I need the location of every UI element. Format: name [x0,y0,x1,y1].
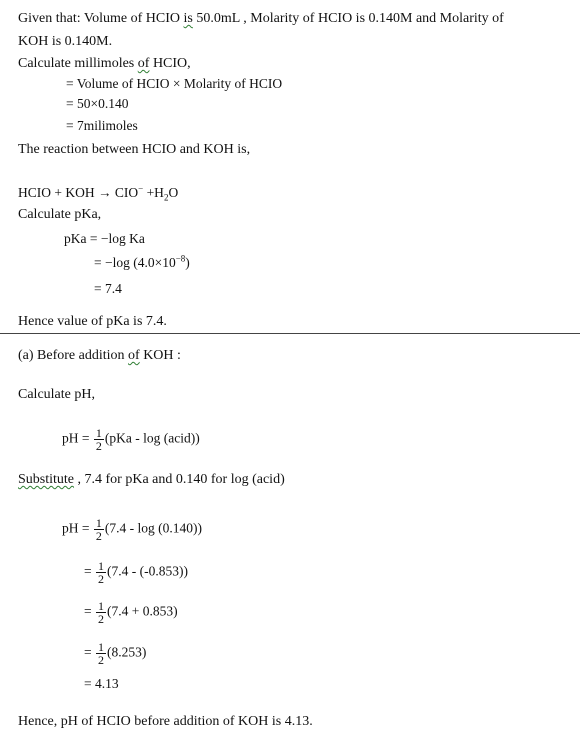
ph-step-2-lhs: = [84,563,92,579]
given-line-2: KOH is 0.140M. [18,34,113,49]
ph-step-4 [84,641,146,666]
ph-step-2 [84,560,188,585]
half-numerator: 1 [98,640,104,654]
substitute-rest: , 7.4 for pKa and 0.140 for log (acid) [74,472,285,487]
part-a-calc: Calculate pH, [18,387,95,402]
millimoles-heading-b: HCIO, [149,56,191,71]
part-a-heading [18,347,181,364]
half-numerator: 1 [98,599,104,613]
ph-step-5: = 4.13 [84,676,119,691]
reaction-reactants: HCIO + KOH → CIO [18,185,139,200]
pka-step-2-c: ) [185,255,190,270]
given-text-b: 50.0mL , Molarity of HCIO is 0.140M and Molarity of [192,11,504,26]
ph-formula-half [94,427,104,452]
ph-formula-lhs: pH = [62,430,90,446]
ph-step-3 [84,600,178,625]
given-text-a: Given that: Volume of HCIO [18,11,184,26]
millimoles-heading [18,55,191,72]
pka-step-2 [94,254,190,271]
part-a-heading-a: (a) Before addition [18,348,129,363]
millimoles-step-3: = 7milimoles [66,118,138,133]
half-denominator: 2 [98,653,104,667]
reaction-products-b: O [168,185,179,200]
part-a-heading-b: KOH : [139,348,181,363]
part-a-heading-of: of [128,348,140,363]
ph-step-1 [62,517,202,542]
ph-step-2-half [96,560,106,585]
pka-conclusion: Hence value of pKa is 7.4. [18,314,167,329]
half-numerator: 1 [95,516,102,530]
ph-step-3-rhs: (7.4 + 0.853) [107,603,178,619]
reaction-products-sub: 2 [163,192,169,203]
half-denominator: 2 [98,612,104,626]
ph-step-2-rhs: (7.4 - (-0.853)) [107,563,188,579]
substitute-line [18,471,285,488]
reaction-intro: The reaction between HCIO and KOH is, [18,142,251,157]
reaction-equation [18,184,178,201]
millimoles-step-2: = 50×0.140 [66,96,129,111]
reaction-charge: − [138,183,144,194]
ph-formula [62,427,200,452]
half-denominator: 2 [95,439,102,453]
ph-step-3-lhs: = [84,603,92,619]
reaction-products-a: +H [143,185,164,200]
half-denominator: 2 [98,572,104,586]
ph-step-1-rhs: (7.4 - log (0.140)) [104,520,202,536]
ph-step-1-half [94,517,104,542]
pka-step-2-a: = −log [94,255,134,270]
ph-step-1-lhs: pH = [62,520,90,536]
millimoles-heading-of: of [137,56,150,71]
ph-step-4-rhs: (8.253) [107,644,147,660]
substitute-word: Substitute [18,472,75,487]
pka-step-2-b: (4.0×10 [133,255,176,270]
millimoles-heading-a: Calculate millimoles [18,56,138,71]
pka-heading: Calculate pKa, [18,207,102,222]
given-line-1 [18,10,504,27]
millimoles-step-1: = Volume of HCIO × Molarity of HCIO [66,76,283,91]
ph-step-4-lhs: = [84,644,92,660]
ph-step-4-half [96,641,106,666]
pka-step-2-exp: −8 [175,253,186,264]
half-denominator: 2 [95,529,102,543]
section-divider [0,333,580,334]
part-a-conclusion: Hence, pH of HCIO before addition of KOH is 4.13. [18,714,313,729]
half-numerator: 1 [98,559,104,573]
half-numerator: 1 [95,426,102,440]
pka-step-1: pKa = −log Ka [64,231,145,246]
given-text-is: is [183,11,193,26]
ph-step-3-half [96,600,106,625]
pka-step-3: = 7.4 [94,281,122,296]
ph-formula-rhs: (pKa - log (acid)) [104,430,200,446]
